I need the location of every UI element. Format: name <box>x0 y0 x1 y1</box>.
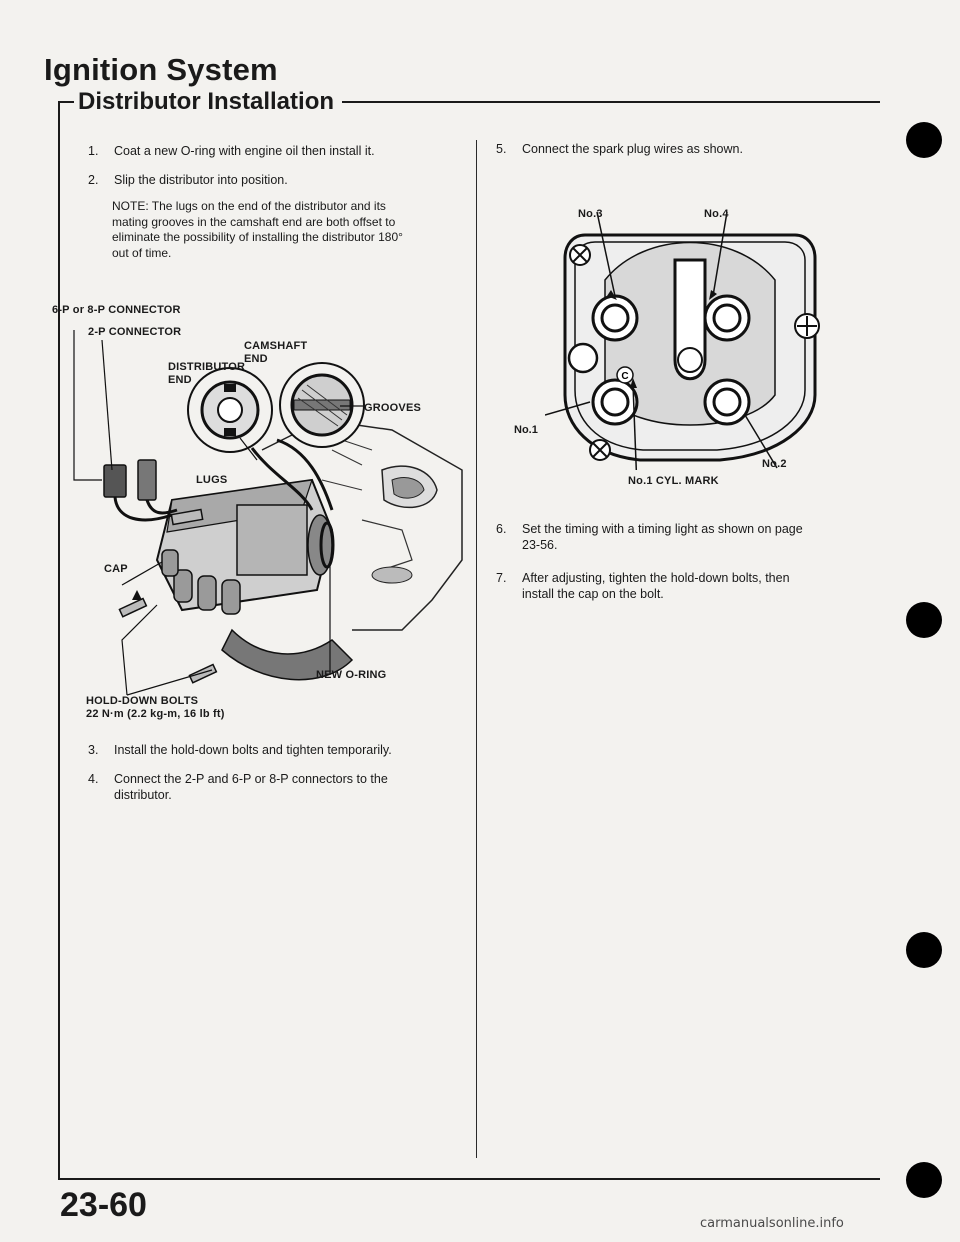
label-cyl-mark: No.1 CYL. MARK <box>628 475 719 487</box>
label-line: DISTRIBUTOR <box>168 361 246 373</box>
label-lugs: LUGS <box>196 474 228 486</box>
step-text <box>522 570 790 602</box>
step-text-line: distributor. <box>114 788 172 802</box>
step-number: 1. <box>88 144 99 158</box>
step-number: 6. <box>496 522 507 536</box>
step-text-line: Connect the 2-P and 6-P or 8-P connectors to the <box>114 772 388 786</box>
note-line: NOTE: The lugs on the end of the distributor and its <box>112 199 386 213</box>
step-number: 7. <box>496 571 507 585</box>
note-line: eliminate the possibility of installing the distributor 180° <box>112 230 403 244</box>
label-hold-down-bolts: HOLD-DOWN BOLTS <box>86 695 199 707</box>
label-no1: No.1 <box>514 424 538 436</box>
label-no4: No.4 <box>704 208 729 220</box>
step-text <box>522 521 803 553</box>
label-6p-8p-connector: 6-P or 8-P CONNECTOR <box>52 304 181 316</box>
label-camshaft-end <box>244 340 307 366</box>
distributor-cap-diagram <box>545 210 835 470</box>
page-title: Ignition System <box>44 52 278 87</box>
label-distributor-end <box>168 361 245 387</box>
label-no2: No.2 <box>762 458 787 470</box>
step-text: Connect the spark plug wires as shown. <box>522 142 743 156</box>
step-text: Coat a new O-ring with engine oil then install it. <box>114 144 375 158</box>
column-divider <box>476 140 477 1158</box>
step-text-line: After adjusting, tighten the hold-down bolts, then <box>522 571 790 585</box>
step-number: 5. <box>496 142 507 156</box>
label-cap: CAP <box>104 563 128 575</box>
label-new-o-ring: NEW O-RING <box>316 669 387 681</box>
thumb-index-dot <box>906 932 942 968</box>
step-text-line: install the cap on the bolt. <box>522 587 664 601</box>
thumb-index-dot <box>906 602 942 638</box>
label-line: END <box>244 353 268 365</box>
c-mark: C <box>621 371 629 382</box>
label-line: CAMSHAFT <box>244 340 308 352</box>
thumb-index-dot <box>906 122 942 158</box>
thumb-index-dot <box>906 1162 942 1198</box>
step-text: Install the hold-down bolts and tighten temporarily. <box>114 743 392 757</box>
note-line: out of time. <box>112 245 172 260</box>
note-line: mating grooves in the camshaft end are both offset to <box>112 214 396 229</box>
label-line: END <box>168 374 192 386</box>
step-text-line: Set the timing with a timing light as shown on page <box>522 522 803 536</box>
note-block <box>112 199 470 261</box>
page-number: 23-60 <box>60 1186 147 1224</box>
label-torque-spec: 22 N·m (2.2 kg-m, 16 lb ft) <box>86 708 225 720</box>
section-title: Distributor Installation <box>74 88 342 116</box>
step-text <box>114 771 388 803</box>
label-2p-connector: 2-P CONNECTOR <box>88 326 182 338</box>
step-number: 4. <box>88 772 99 786</box>
step-text-line: 23-56. <box>522 538 558 552</box>
step-text: Slip the distributor into position. <box>114 173 288 187</box>
watermark: carmanualsonline.info <box>700 1216 844 1231</box>
step-number: 2. <box>88 173 99 187</box>
frame-bottom-rule <box>58 1178 880 1180</box>
step-number: 3. <box>88 743 99 757</box>
label-no3: No.3 <box>578 208 603 220</box>
label-grooves: GROOVES <box>364 402 422 414</box>
